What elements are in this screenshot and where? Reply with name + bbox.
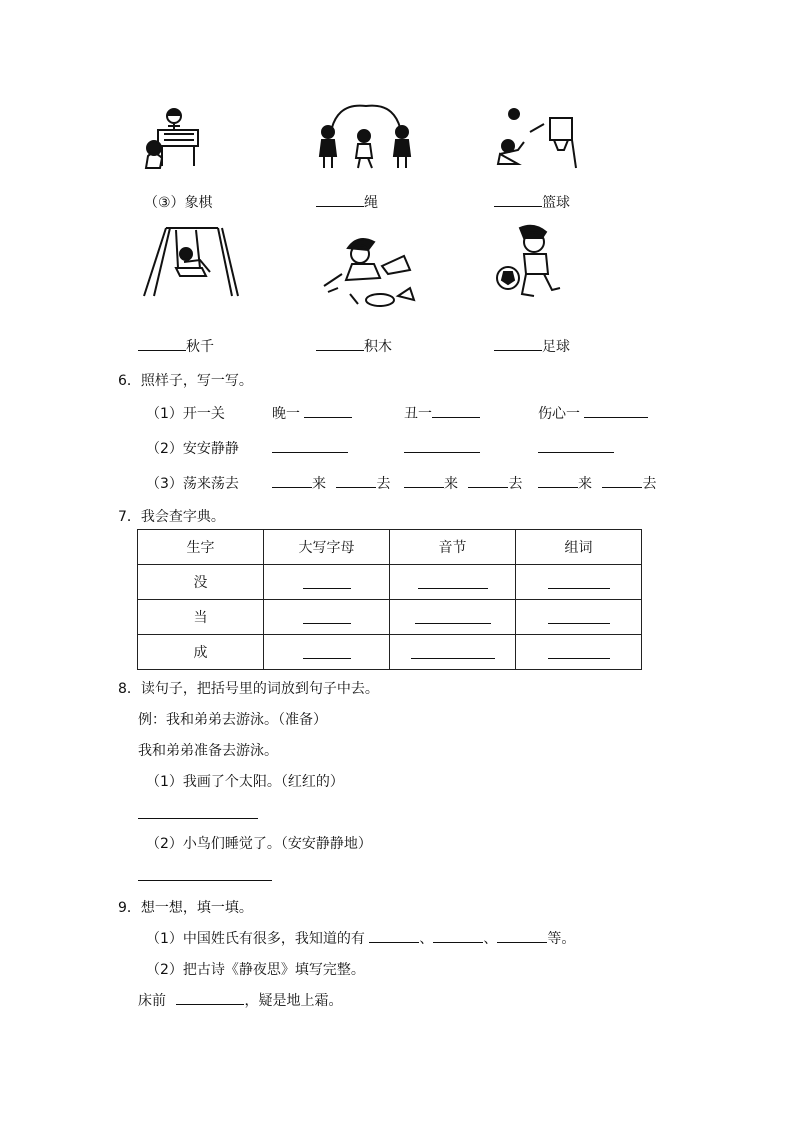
q6-row2-label: （2）安安静静 (146, 441, 239, 457)
picture-prefix: （③） (144, 195, 185, 211)
answer-blank[interactable] (336, 473, 376, 488)
character-cell: 没 (138, 565, 264, 600)
answer-blank[interactable] (303, 607, 351, 624)
picture-label-rope (316, 192, 378, 212)
answer-blank[interactable] (468, 473, 508, 488)
picture-label: 秋千 (186, 339, 214, 355)
q6-row2-blank (404, 438, 480, 457)
answer-blank[interactable] (602, 473, 642, 488)
table-header-cell: 大写字母 (264, 530, 390, 565)
q8-title: 8．读句子，把括号里的词放到句子中去。 (118, 681, 379, 697)
basketball-icon (494, 102, 584, 172)
q8-example: 例：我和弟弟去游泳。（准备） (138, 712, 327, 728)
swing-icon (140, 224, 240, 300)
answer-blank[interactable] (304, 403, 352, 418)
q8-answer-line-1 (138, 804, 258, 823)
picture-label-blocks (316, 336, 392, 356)
answer-blank[interactable] (411, 642, 495, 659)
picture-label: 足球 (542, 339, 570, 355)
answer-blank[interactable] (494, 336, 542, 351)
q6-row2-blank (272, 438, 348, 457)
answer-blank[interactable] (584, 403, 648, 418)
answer-blank[interactable] (548, 572, 610, 589)
answer-blank[interactable] (272, 438, 348, 453)
q8-sentence-1: （1）我画了个太阳。（红红的） (146, 774, 344, 790)
answer-blank[interactable] (538, 438, 614, 453)
q6-row1-item: 伤心一 (538, 403, 648, 423)
picture-label-chess (144, 192, 213, 212)
q6-title: 6．照样子，写一写。 (118, 373, 253, 389)
table-header-row (138, 530, 642, 565)
table-row (138, 635, 642, 670)
table-row (138, 565, 642, 600)
q6-row3-pair: 来 去 (404, 473, 522, 493)
q8-sentence-2: （2）小鸟们睡觉了。（安安静静地） (146, 836, 372, 852)
answer-blank[interactable] (497, 928, 547, 943)
q9-poem-line: 床前 ，疑是地上霜。 (138, 990, 342, 1010)
answer-blank[interactable] (176, 990, 244, 1005)
picture-label: 象棋 (184, 195, 213, 211)
answer-blank[interactable] (303, 572, 351, 589)
chess-players-icon (138, 102, 210, 174)
q9-sentence-1: （1）中国姓氏有很多，我知道的有 、 、 等。 (146, 928, 575, 948)
answer-blank[interactable] (138, 866, 272, 881)
table-header-cell: 生字 (138, 530, 264, 565)
answer-blank[interactable] (415, 607, 491, 624)
table-header-cell: 音节 (390, 530, 516, 565)
answer-blank[interactable] (548, 607, 610, 624)
answer-blank[interactable] (316, 192, 364, 207)
jump-rope-icon (316, 102, 416, 172)
picture-label-soccer (494, 336, 570, 356)
character-cell: 当 (138, 600, 264, 635)
answer-blank[interactable] (316, 336, 364, 351)
answer-blank[interactable] (272, 473, 312, 488)
q6-row1-label: （1）开一关 (146, 406, 225, 422)
picture-label: 绳 (364, 195, 378, 211)
answer-blank[interactable] (432, 403, 480, 418)
picture-label-basketball (494, 192, 570, 212)
building-blocks-icon (318, 230, 418, 310)
q6-row1-item: 晚一 (272, 403, 352, 423)
answer-blank[interactable] (548, 642, 610, 659)
q8-answer-line-2 (138, 866, 272, 885)
answer-blank[interactable] (538, 473, 578, 488)
q8-example-answer: 我和弟弟准备去游泳。 (138, 743, 278, 759)
soccer-player-icon (494, 224, 566, 302)
answer-blank[interactable] (138, 336, 186, 351)
answer-blank[interactable] (303, 642, 351, 659)
picture-label: 积木 (364, 339, 392, 355)
q6-row3-pair: 来 去 (272, 473, 390, 493)
answer-blank[interactable] (433, 928, 483, 943)
q9-sentence-2: （2）把古诗《静夜思》填写完整。 (146, 962, 365, 978)
answer-blank[interactable] (418, 572, 488, 589)
picture-label: 篮球 (542, 195, 570, 211)
q6-row3-pair: 来 去 (538, 473, 656, 493)
answer-blank[interactable] (369, 928, 419, 943)
answer-blank[interactable] (404, 438, 480, 453)
q6-row1-item: 丑一 (404, 403, 480, 423)
q7-title: 7．我会查字典。 (118, 509, 225, 525)
picture-label-swing (138, 336, 214, 356)
answer-blank[interactable] (404, 473, 444, 488)
dictionary-table (137, 529, 642, 670)
table-row (138, 600, 642, 635)
q9-title: 9．想一想，填一填。 (118, 900, 253, 916)
table-header-cell: 组词 (516, 530, 642, 565)
q6-row3-label: （3）荡来荡去 (146, 476, 239, 492)
answer-blank[interactable] (494, 192, 542, 207)
character-cell: 成 (138, 635, 264, 670)
q6-row2-blank (538, 438, 614, 457)
answer-blank[interactable] (138, 804, 258, 819)
